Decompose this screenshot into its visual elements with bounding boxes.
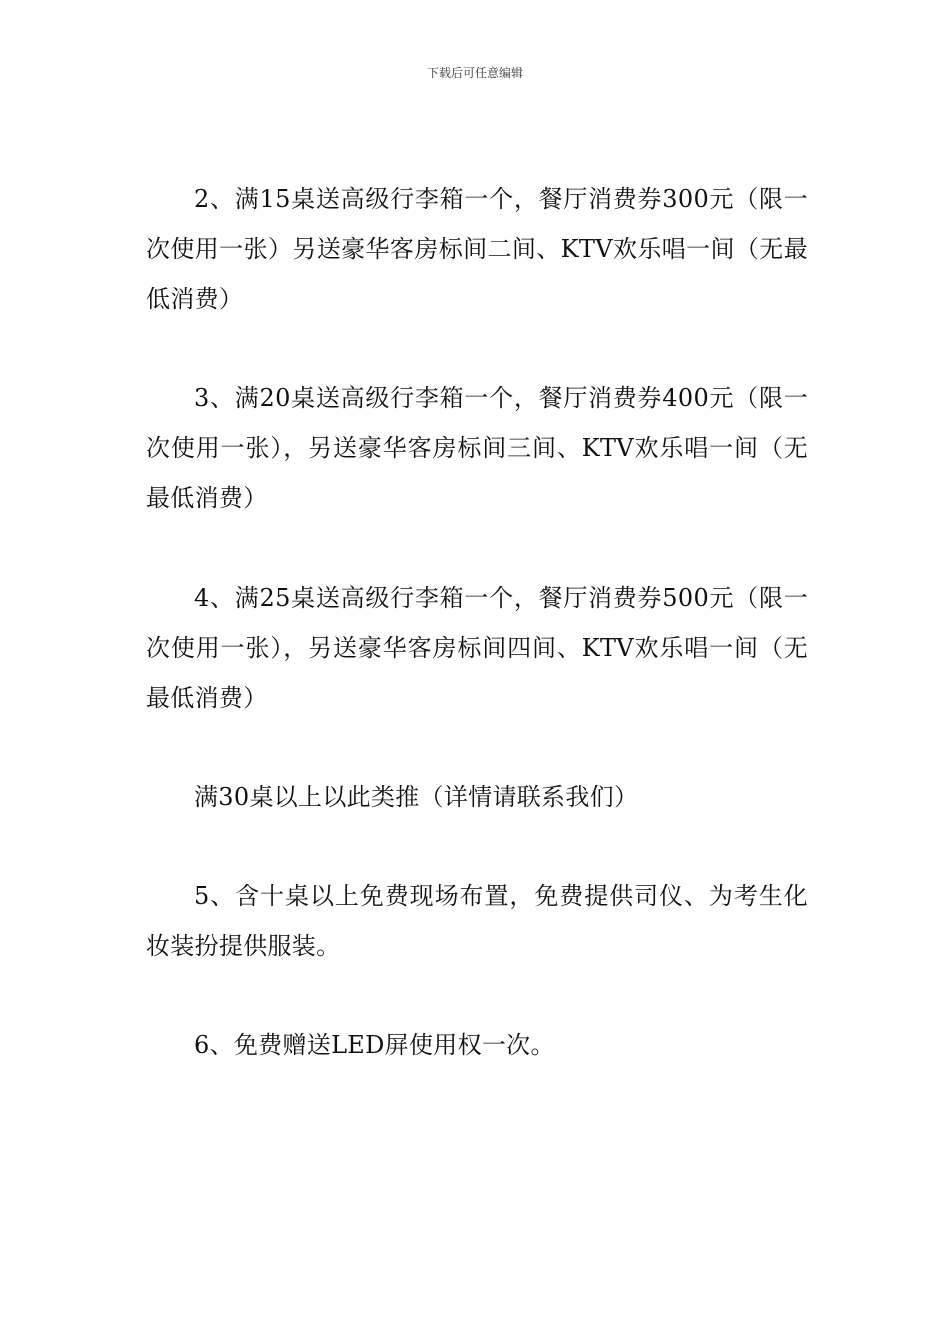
paragraph-led-screen: 6、免费赠送LED屏使用权一次。 (194, 1031, 555, 1059)
paragraph-tier-25: 4、满25桌送高级行李箱一个，餐厅消费券500元（限一次使用一张），另送豪华客房标间四间、KTV欢乐唱一间（无最低消费） (146, 584, 808, 712)
page-header: 下载后可任意编辑 (426, 66, 523, 80)
paragraph-free-setup: 5、含十桌以上免费现场布置，免费提供司仪、为考生化妆装扮提供服装。 (146, 882, 808, 960)
paragraph-tier-30-plus: 满30桌以上以此类推（详情请联系我们） (194, 783, 639, 811)
paragraph-tier-15: 2、满15桌送高级行李箱一个，餐厅消费券300元（限一次使用一张）另送豪华客房标间二间、KTV欢乐唱一间（无最低消费） (146, 185, 808, 313)
paragraph-tier-20: 3、满20桌送高级行李箱一个，餐厅消费券400元（限一次使用一张），另送豪华客房标间三间、KTV欢乐唱一间（无最低消费） (146, 384, 808, 512)
